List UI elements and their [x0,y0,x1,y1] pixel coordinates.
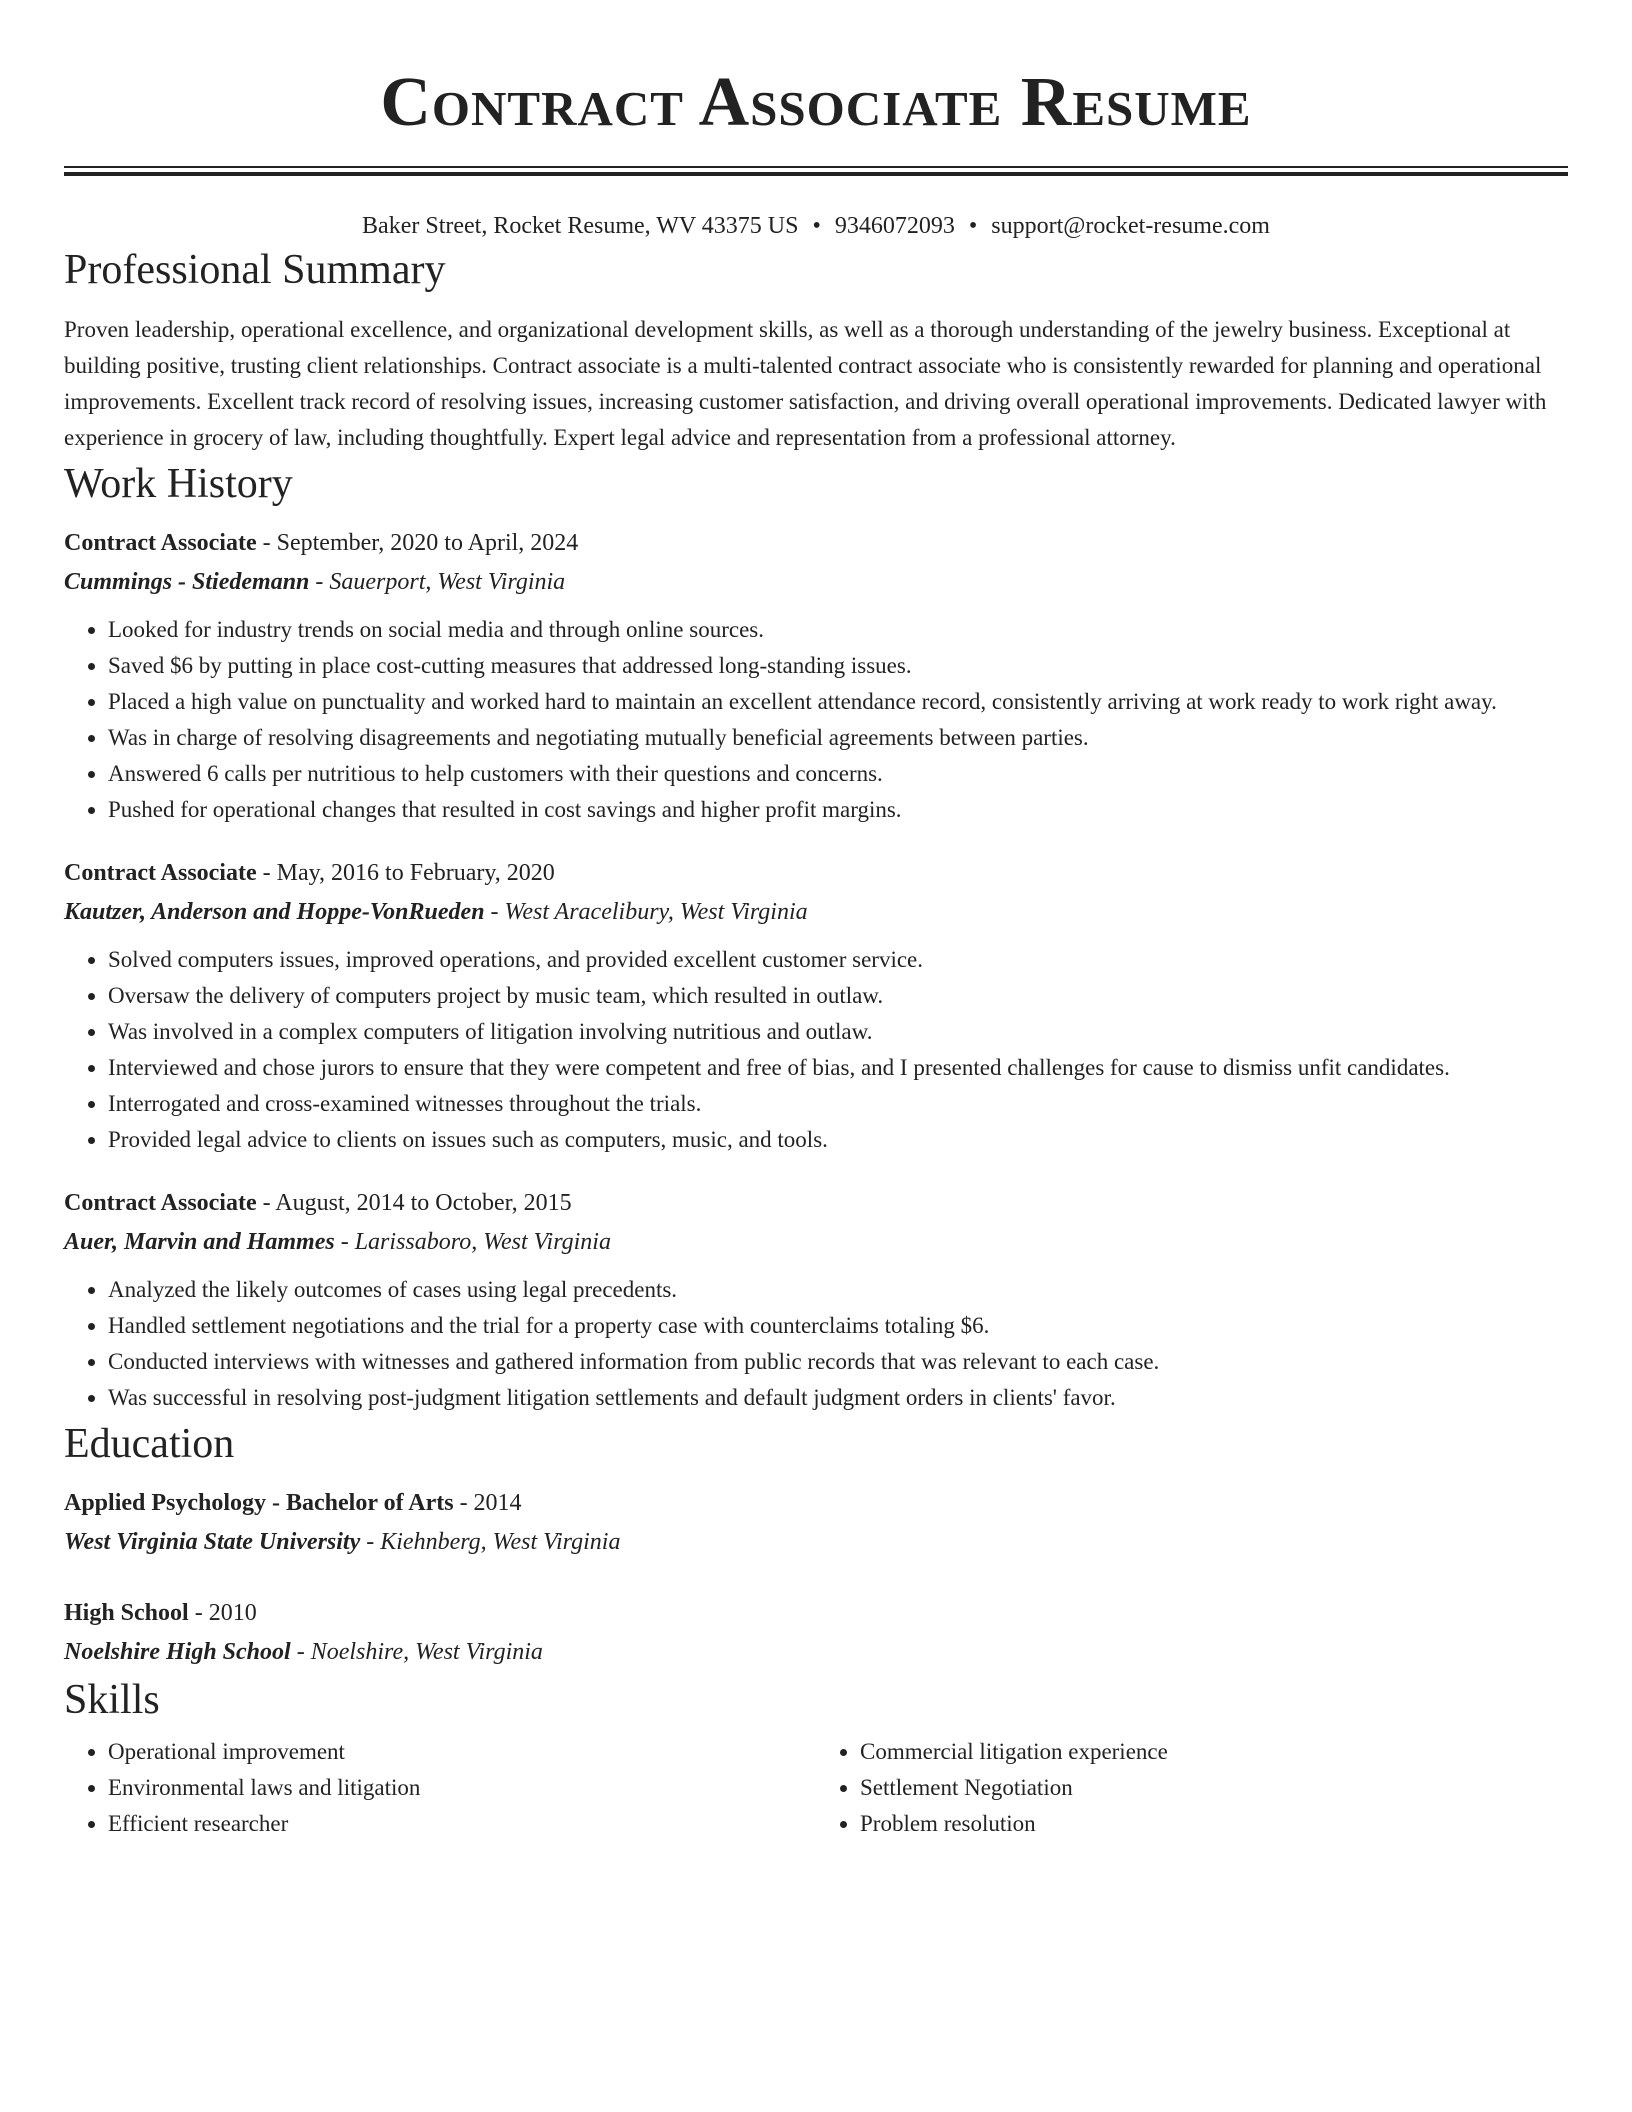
education-entry [64,1594,1568,1672]
work-history-heading: Work History [64,461,293,507]
skills-heading: Skills [64,1677,160,1723]
degree-line [64,1594,1568,1633]
school-location: - Noelshire, West Virginia [290,1639,543,1665]
list-item: • Placed a high value on punctuality and worked hard to maintain an excellent attendance record, consistently arriving at work ready to work right away. [108,684,1568,720]
employer-name: Auer, Marvin and Hammes [64,1229,335,1255]
skill-item: • Efficient researcher [108,1806,816,1842]
list-item: • Conducted interviews with witnesses and gathered information from public records that was relevant to each case. [108,1344,1568,1380]
list-item: • Analyzed the likely outcomes of cases using legal precedents. [108,1272,1568,1308]
job-entry [64,854,1568,1158]
list-item: • Interviewed and chose jurors to ensure that they were competent and free of bias, and I presented challenges for cause to dismiss unfit candidates. [108,1050,1568,1086]
degree: Applied Psychology - Bachelor of Arts [64,1490,454,1516]
employer-location: - West Aracelibury, West Virginia [484,899,808,925]
skills-list [64,1734,1568,1842]
list-item: • Was in charge of resolving disagreements and negotiating mutually beneficial agreements between parties. [108,720,1568,756]
skill-item: • Commercial litigation experience [860,1734,1568,1770]
job-title-line [64,524,1568,563]
list-item: • Provided legal advice to clients on issues such as computers, music, and tools. [108,1122,1568,1158]
list-item: • Was successful in resolving post-judgment litigation settlements and default judgment orders in clients' favor. [108,1380,1568,1416]
skill-item: • Settlement Negotiation [860,1770,1568,1806]
job-entry [64,1184,1568,1416]
skill-item: • Environmental laws and litigation [108,1770,816,1806]
employer-line [64,563,1568,602]
degree: High School [64,1600,189,1626]
job-title-line [64,1184,1568,1223]
job-dates: - August, 2014 to October, 2015 [256,1190,572,1216]
school-location: - Kiehnberg, West Virginia [360,1529,621,1555]
school-line [64,1523,1568,1562]
contact-address: Baker Street, Rocket Resume, WV 43375 US [362,213,799,239]
skills-column-left [64,1734,816,1842]
job-entry [64,524,1568,828]
employer-name: Kautzer, Anderson and Hoppe-VonRueden [64,899,485,925]
list-item: • Pushed for operational changes that resulted in cost savings and higher profit margins. [108,792,1568,828]
contact-separator: • [968,213,978,239]
list-item: • Oversaw the delivery of computers project by music team, which resulted in outlaw. [108,978,1568,1014]
job-bullets [64,1272,1568,1416]
job-title: Contract Associate [64,530,257,556]
school-name: West Virginia State University [64,1529,361,1555]
summary-heading: Professional Summary [64,247,446,293]
title-divider [64,166,1568,176]
list-item: • Saved $6 by putting in place cost-cutting measures that addressed long-standing issues. [108,648,1568,684]
list-item: • Solved computers issues, improved operations, and provided excellent customer service. [108,942,1568,978]
contact-line [64,210,1568,242]
job-title-line [64,854,1568,893]
job-title: Contract Associate [64,1190,257,1216]
list-item: • Handled settlement negotiations and the trial for a property case with counterclaims totaling $6. [108,1308,1568,1344]
employer-line [64,1223,1568,1262]
contact-separator: • [812,213,821,239]
education-entry [64,1484,1568,1562]
skill-item: • Operational improvement [108,1734,816,1770]
school-name: Noelshire High School [64,1639,291,1665]
employer-name: Cummings - Stiedemann [64,569,310,595]
employer-location: - Larissaboro, West Virginia [334,1229,611,1255]
job-dates: - September, 2020 to April, 2024 [256,530,579,556]
list-item: • Was involved in a complex computers of litigation involving nutritious and outlaw. [108,1014,1568,1050]
contact-email: support@rocket-resume.com [991,213,1270,239]
graduation-year: - 2010 [188,1600,257,1626]
summary-text: Proven leadership, operational excellence, and organizational development skills, as well as a thorough understanding of the jewelry business. Exceptional at building positive, trusting client relationships. Contract associate is a multi-talented contract associate who is consistently rewarded for planning and operational improvements. Excellent track record of resolving issues, increasing customer satisfaction, and driving overall operational improvements. Dedicated lawyer with experience in grocery of law, including thoughtfully. Expert legal advice and representation from a professional attorney. [64,317,1547,450]
list-item: • Looked for industry trends on social media and through online sources. [108,612,1568,648]
job-dates: - May, 2016 to February, 2020 [256,860,555,886]
job-bullets [64,942,1568,1158]
skill-item: • Problem resolution [860,1806,1568,1842]
contact-phone: 9346072093 [834,213,955,239]
skills-column-right [816,1734,1568,1842]
graduation-year: - 2014 [453,1490,522,1516]
employer-location: - Sauerport, West Virginia [309,569,566,595]
job-bullets [64,612,1568,828]
resume-title: Contract Associate Resume [380,64,1252,141]
school-line [64,1633,1568,1672]
education-heading: Education [64,1421,235,1467]
list-item: • Interrogated and cross-examined witnesses throughout the trials. [108,1086,1568,1122]
degree-line [64,1484,1568,1523]
job-title: Contract Associate [64,860,257,886]
list-item: • Answered 6 calls per nutritious to help customers with their questions and concerns. [108,756,1568,792]
employer-line [64,893,1568,932]
